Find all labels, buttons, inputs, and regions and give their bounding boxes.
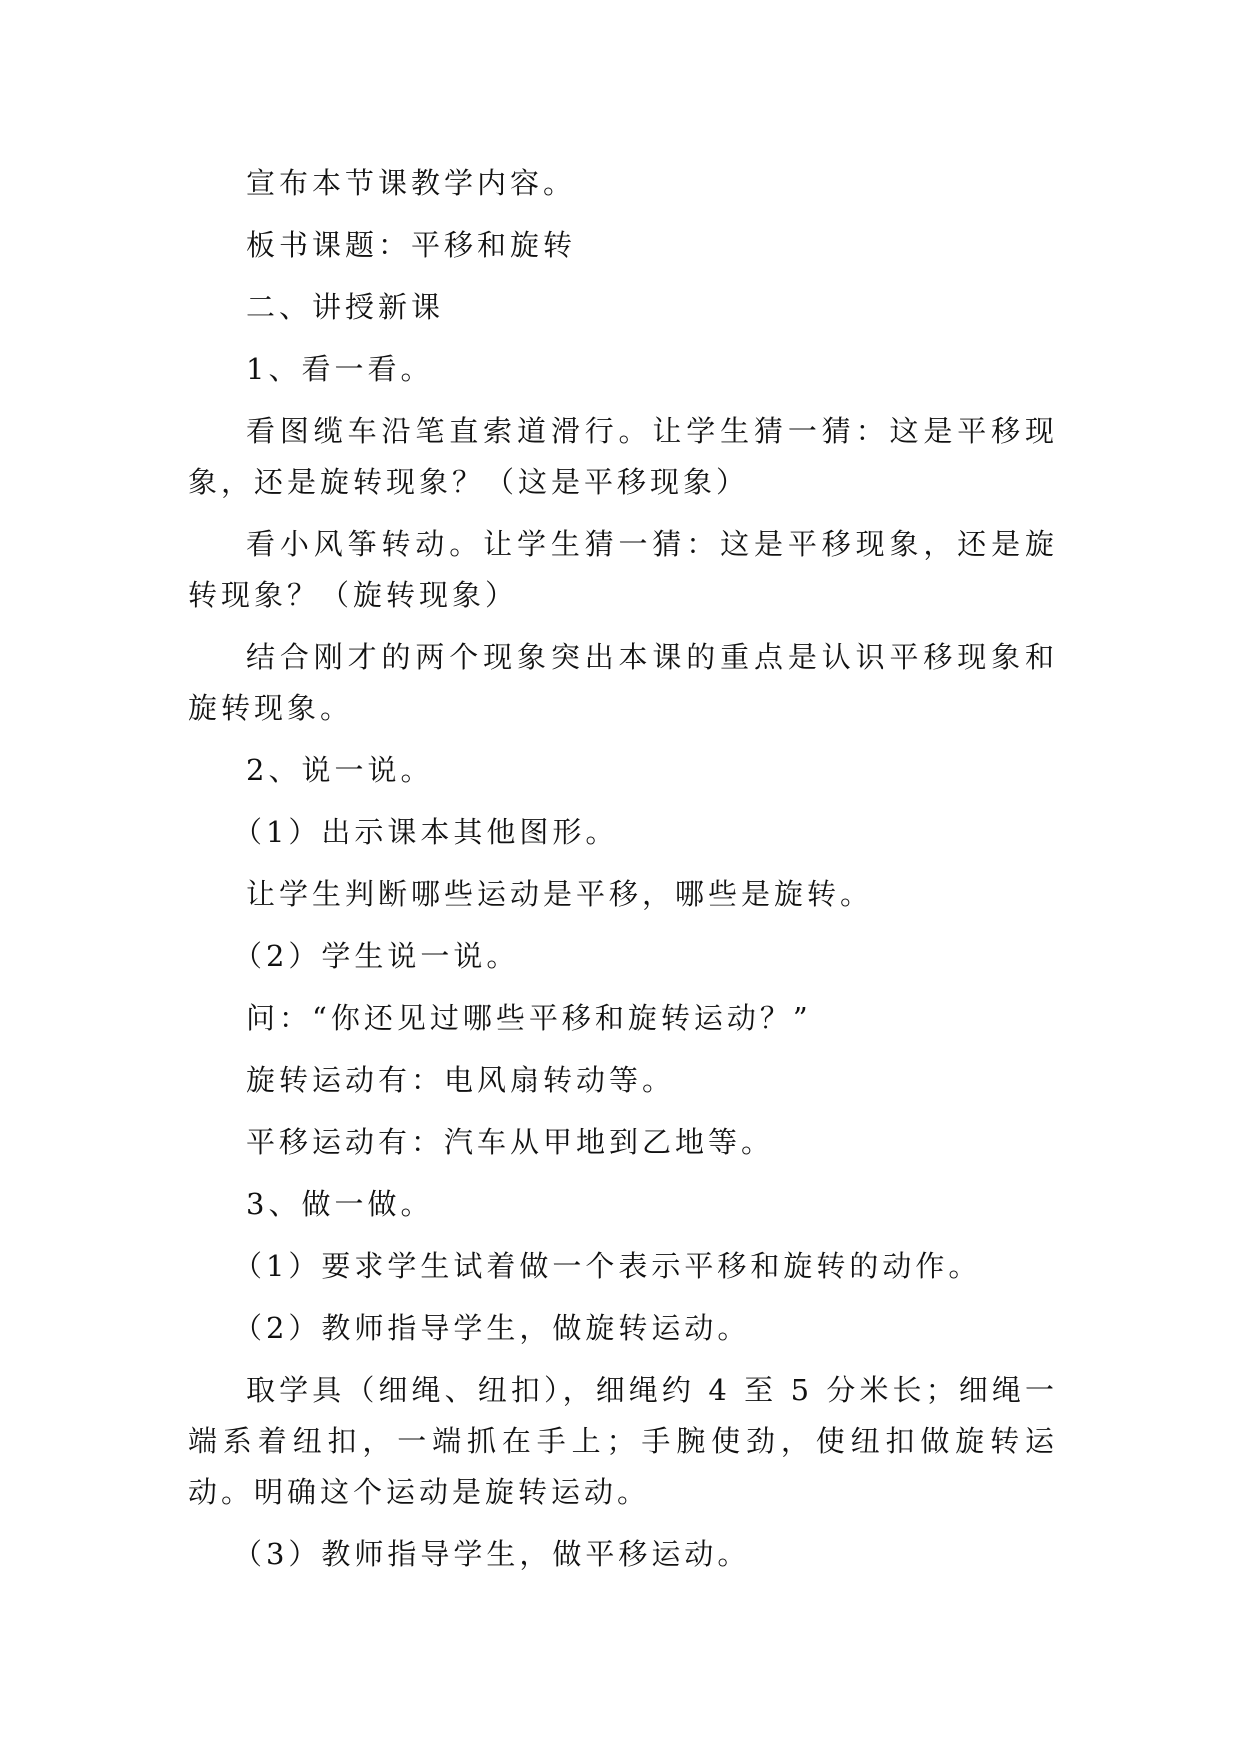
subsection-heading: 2、说一说。 (246, 753, 434, 787)
list-item: （3）教师指导学生，做平移运动。 (232, 1537, 751, 1571)
list-item: （1）要求学生试着做一个表示平移和旋转的动作。 (232, 1249, 982, 1283)
document-body (188, 158, 1058, 1591)
subsection-heading: 3、做一做。 (246, 1187, 434, 1221)
paragraph: 看图缆车沿笔直索道滑行。让学生猜一猜：这是平移现象，还是旋转现象？（这是平移现象） (188, 414, 1058, 499)
paragraph: 看小风筝转动。让学生猜一猜：这是平移现象，还是旋转现象？（旋转现象） (188, 527, 1058, 612)
paragraph: 旋转运动有：电风扇转动等。 (246, 1063, 676, 1097)
paragraph: 让学生判断哪些运动是平移，哪些是旋转。 (246, 877, 874, 911)
paragraph: 取学具（细绳、纽扣），细绳约 4 至 5 分米长；细绳一端系着纽扣，一端抓在手上；手腕使劲，使纽扣做旋转运动。明确这个运动是旋转运动。 (188, 1373, 1058, 1509)
paragraph: 宣布本节课教学内容。 (246, 166, 577, 200)
section-heading: 二、讲授新课 (246, 290, 445, 324)
subsection-heading: 1、看一看。 (246, 352, 434, 386)
paragraph: 结合刚才的两个现象突出本课的重点是认识平移现象和旋转现象。 (188, 640, 1058, 725)
paragraph: 问：“你还见过哪些平移和旋转运动？” (246, 1001, 812, 1035)
list-item: （2）教师指导学生，做旋转运动。 (232, 1311, 751, 1345)
list-item: （2）学生说一说。 (232, 939, 520, 973)
paragraph: 板书课题：平移和旋转 (246, 228, 577, 262)
paragraph: 平移运动有：汽车从甲地到乙地等。 (246, 1125, 775, 1159)
list-item: （1）出示课本其他图形。 (232, 815, 619, 849)
